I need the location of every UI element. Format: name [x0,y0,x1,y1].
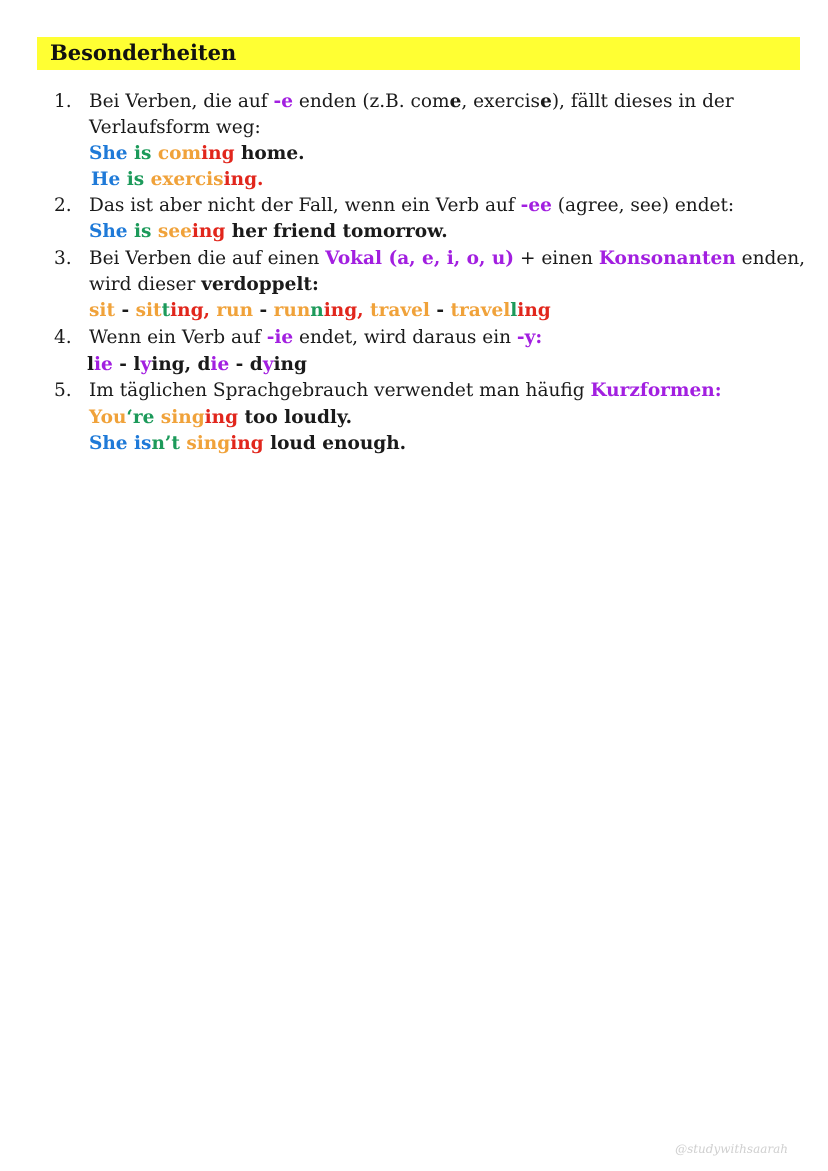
list-item-text: Das ist aber nicht der Fall, wenn ein Verb auf -ee (agree, see) endet: [89,195,735,216]
list-number: 1. [54,91,72,112]
example-sentence: She is seeing her friend tomorrow. [89,221,448,242]
list-item-text: Verlaufsform weg: [89,117,261,138]
list-item-text: Bei Verben, die auf -e enden (z.B. come, exercise), fällt dieses in der [89,91,734,112]
list-item-text: Bei Verben die auf einen Vokal (a, e, i, o, u) + einen Konsonanten enden, [89,248,806,269]
example-sentence: You‘re singing too loudly. [89,407,353,428]
list-number: 4. [54,327,72,348]
list-item-text: wird dieser verdoppelt: [89,274,319,295]
list-item-text: Wenn ein Verb auf -ie endet, wird daraus ein -y: [89,327,543,348]
list-number: 2. [54,195,72,216]
title-bar [37,37,800,70]
example-sentence: She isn’t singing loud enough. [89,433,407,454]
example-sentence: sit - sitting, run - running, travel - travelling [89,300,551,321]
list-number: 3. [54,248,72,269]
list-item-text: Im täglichen Sprachgebrauch verwendet man häufig Kurzformen: [89,380,722,401]
page-title: Besonderheiten [50,40,237,65]
example-sentence: He is exercising. [91,169,264,190]
watermark: @studywithsaarah [675,1142,788,1156]
example-sentence: She is coming home. [89,143,305,164]
list-number: 5. [54,380,72,401]
example-sentence: lie - lying, die - dying [87,354,307,375]
